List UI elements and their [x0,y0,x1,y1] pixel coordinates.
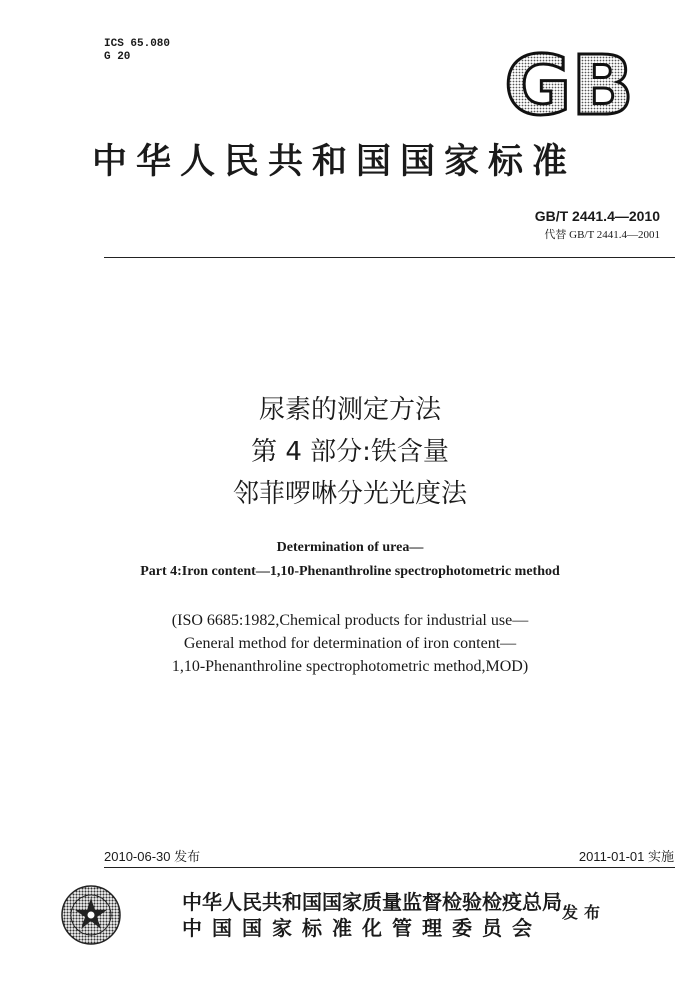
iso-reference-line1: (ISO 6685:1982,Chemical products for industrial use— [171,612,529,629]
national-emblem-seal [60,884,122,946]
title-cn-line3: 邻菲啰啉分光光度法 [232,479,467,509]
iso-reference-line2: General method for determination of iron content— [183,635,517,652]
standard-number: GB/T 2441.4—2010 [534,208,660,224]
title-cn-line1: 尿素的测定方法 [258,395,441,425]
issuer-line1: 中华人民共和国国家质量监督检验检疫总局 [182,890,562,914]
title-en-line1: Determination of urea— [276,540,424,555]
ccs-code: G 20 [104,51,131,63]
iso-reference-line3: 1,10-Phenanthroline spectrophotometric method,MOD) [171,658,529,675]
implementation-date: 2011-01-01 实施 [578,849,674,864]
national-standard-heading: 中华人民共和国国家标准 [92,141,577,182]
classification-codes [104,38,170,64]
issuer-line2: 中国国家标准化管理委员会 [182,916,542,940]
ics-code: ICS 65.080 [104,38,171,50]
issuer-action: 发布 [562,903,607,922]
replaces-standard: 代替 GB/T 2441.4—2001 [544,229,660,241]
title-cn-line2: 第 4 部分:铁含量 [251,437,449,467]
gb-logo-text: GB [504,50,634,122]
divider-bottom [104,867,675,868]
gb-logo [500,50,638,122]
divider-top [104,257,675,258]
issue-date: 2010-06-30 发布 [104,849,201,864]
title-en-line2: Part 4:Iron content—1,10-Phenanthroline spectrophotometric method [140,564,560,579]
